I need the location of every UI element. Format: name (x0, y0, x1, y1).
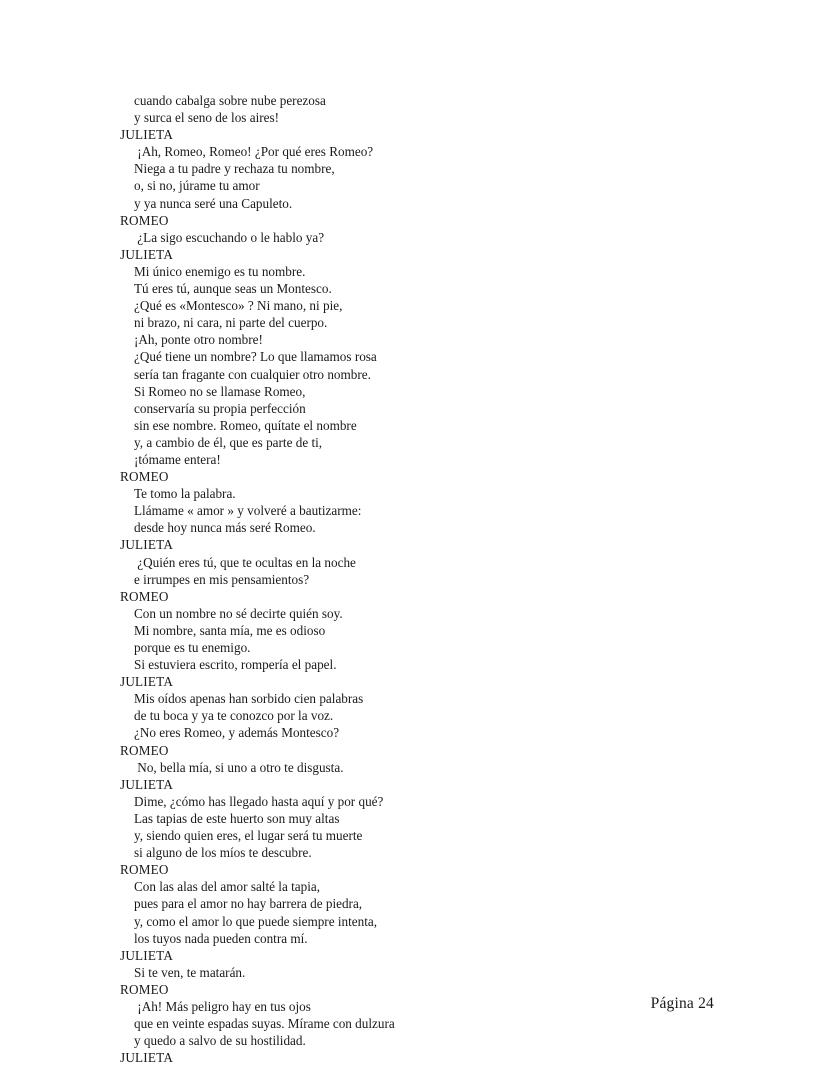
speaker-name: ROMEO (120, 469, 169, 485)
verse-line: ¿La sigo escuchando o le hablo ya? (134, 229, 325, 245)
verse-line: sería tan fragante con cualquier otro nombre. (134, 366, 371, 382)
verse-line: ¿Quién eres tú, que te ocultas en la noche (134, 554, 356, 570)
verse-line: y, a cambio de él, que es parte de ti, (134, 434, 323, 450)
verse-line: ¡Ah, Romeo, Romeo! ¿Por qué eres Romeo? (134, 144, 374, 160)
speaker-name: JULIETA (120, 674, 174, 690)
speaker-name: JULIETA (120, 537, 174, 553)
verse-line: Las tapias de este huerto son muy altas (134, 810, 340, 826)
verse-line: Con un nombre no sé decirte quién soy. (134, 605, 343, 621)
verse-line: Si estuviera escrito, rompería el papel. (134, 657, 337, 673)
verse-line: ¡Ah! Más peligro hay en tus ojos (134, 998, 311, 1014)
verse-line: que en veinte espadas suyas. Mírame con dulzura (134, 1016, 395, 1032)
speaker-name: JULIETA (120, 776, 174, 792)
verse-line: No, bella mía, si uno a otro te disgusta. (134, 759, 344, 775)
verse-line: Mis oídos apenas han sorbido cien palabras (134, 691, 364, 707)
speaker-name: JULIETA (120, 947, 174, 963)
verse-line: y surca el seno de los aires! (134, 110, 280, 126)
verse-line: y quedo a salvo de su hostilidad. (134, 1033, 306, 1049)
verse-line: Llámame « amor » y volveré a bautizarme: (134, 503, 362, 519)
verse-line: Con las alas del amor salté la tapia, (134, 879, 321, 895)
verse-line: Tú eres tú, aunque seas un Montesco. (134, 281, 332, 297)
verse-line: pues para el amor no hay barrera de piedra, (134, 896, 363, 912)
verse-line: y ya nunca seré una Capuleto. (134, 195, 293, 211)
speaker-name: JULIETA (120, 127, 174, 143)
verse-line: porque es tu enemigo. (134, 640, 251, 655)
verse-line: e irrumpes en mis pensamientos? (134, 571, 310, 587)
speaker-name: ROMEO (120, 742, 169, 758)
verse-line: desde hoy nunca más seré Romeo. (134, 520, 316, 536)
speaker-name: JULIETA (120, 246, 174, 262)
verse-line: Dime, ¿cómo has llegado hasta aquí y por qué? (134, 793, 384, 809)
verse-line: Niega a tu padre y rechaza tu nombre, (134, 161, 335, 177)
verse-line: ¿Qué es «Montesco» ? Ni mano, ni pie, (134, 298, 343, 314)
verse-line: o, si no, júrame tu amor (134, 178, 260, 194)
verse-line: ¡tómame entera! (134, 451, 221, 467)
speaker-name: ROMEO (120, 588, 169, 604)
verse-line: de tu boca y ya te conozco por la voz. (134, 708, 334, 724)
speaker-name: ROMEO (120, 981, 169, 997)
verse-line: Te tomo la palabra. (134, 486, 236, 502)
verse-line: los tuyos nada pueden contra mí. (134, 930, 308, 946)
verse-line: ¿Qué tiene un nombre? Lo que llamamos rosa (134, 349, 377, 365)
verse-line: ¡Ah, ponte otro nombre! (134, 332, 263, 348)
speaker-name: ROMEO (120, 212, 169, 228)
page-number: Página 24 (650, 995, 714, 1012)
verse-line: y, siendo quien eres, el lugar será tu muerte (134, 828, 363, 844)
speaker-name: ROMEO (120, 862, 169, 878)
play-text-body (120, 92, 680, 1066)
verse-line: Mi único enemigo es tu nombre. (134, 263, 306, 279)
verse-line: si alguno de los míos te descubre. (134, 845, 312, 861)
verse-line: Mi nombre, santa mía, me es odioso (134, 622, 326, 638)
verse-line: ¿No eres Romeo, y además Montesco? (134, 725, 340, 741)
verse-line: conservaría su propia perfección (134, 400, 306, 416)
verse-line: y, como el amor lo que puede siempre intenta, (134, 913, 378, 929)
verse-line: sin ese nombre. Romeo, quítate el nombre (134, 417, 357, 433)
verse-line: Si te ven, te matarán. (134, 964, 246, 980)
speaker-name: JULIETA (120, 1050, 174, 1066)
verse-line: ni brazo, ni cara, ni parte del cuerpo. (134, 315, 328, 331)
verse-line: Si Romeo no se llamase Romeo, (134, 383, 306, 399)
verse-line: cuando cabalga sobre nube perezosa (134, 93, 326, 108)
